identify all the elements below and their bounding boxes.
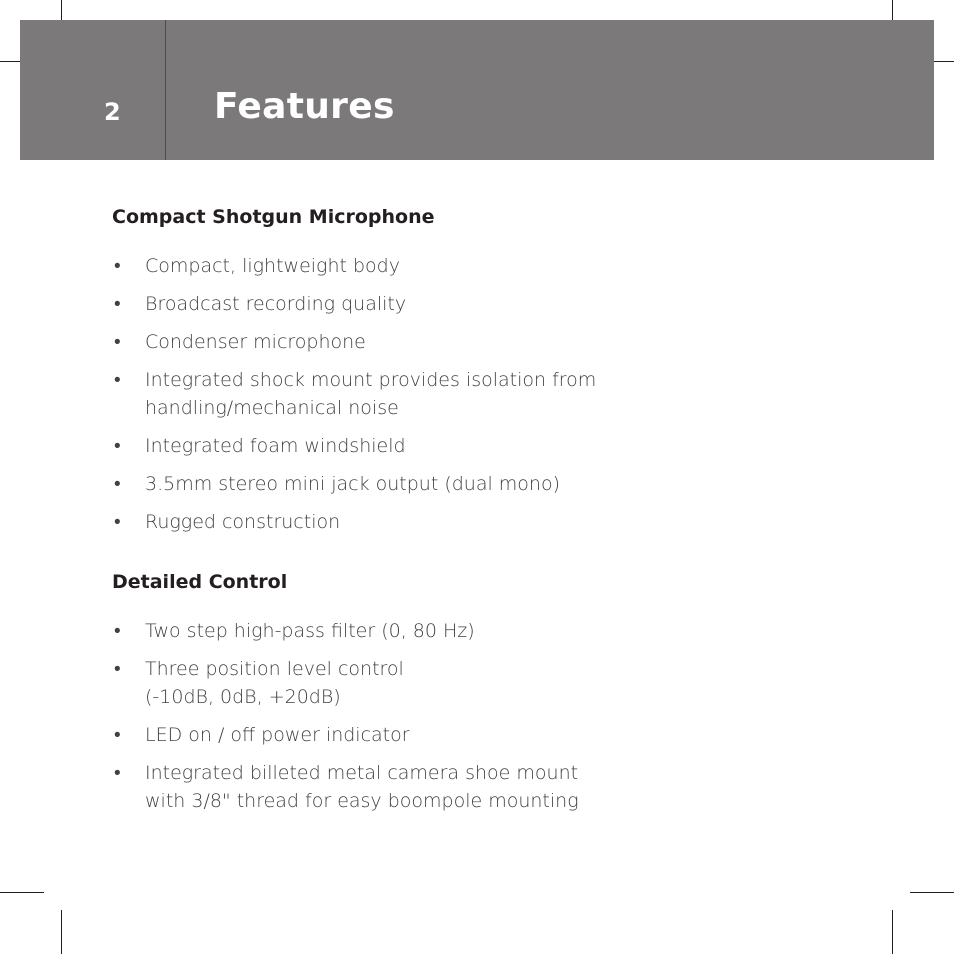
list-item [112,508,672,536]
list-item [112,617,672,645]
list-item-text: Integrated foam windshield [145,435,406,457]
bullet-icon: • [114,473,121,495]
crop-mark-bottom-right-horizontal [910,892,954,893]
bullet-icon: • [114,724,121,746]
section-heading: Compact Shotgun Microphone [112,206,435,228]
section-compact-shotgun-microphone [112,203,672,536]
crop-mark-bottom-left-horizontal [0,892,44,893]
list-item [112,252,672,280]
page-title: Features [214,86,395,127]
list-item [112,290,672,318]
bullet-icon: • [114,511,121,533]
list-item [112,366,672,422]
feature-list [112,252,672,536]
bullet-icon: • [114,435,121,457]
crop-mark-bottom-left-vertical [61,910,62,954]
section-detailed-control [112,568,672,815]
header-band [20,20,934,160]
bullet-icon: • [114,293,121,315]
list-item-text: Condenser microphone [145,331,366,353]
bullet-icon: • [114,620,121,642]
crop-mark-bottom-right-vertical [892,910,893,954]
page-number: 2 [104,98,121,126]
list-item-text: LED on / off power indicator [145,724,410,746]
bullet-icon: • [114,658,121,680]
list-item [112,655,672,711]
bullet-icon: • [114,369,121,391]
list-item [112,721,672,749]
bullet-icon: • [114,331,121,353]
header-divider [165,20,166,160]
features-content [112,203,672,825]
bullet-icon: • [114,762,121,784]
feature-list [112,617,672,815]
list-item-text: Integrated billeted metal camera shoe mount with 3/8" thread for easy boompole mounting [145,762,579,812]
list-item [112,328,672,356]
list-item-text: Integrated shock mount provides isolation from handling/mechanical noise [145,369,597,419]
list-item-text: Compact, lightweight body [145,255,400,277]
list-item [112,470,672,498]
bullet-icon: • [114,255,121,277]
section-heading: Detailed Control [112,571,288,593]
list-item-text: Two step high-pass filter (0, 80 Hz) [145,620,475,642]
list-item-text: Rugged construction [145,511,341,533]
list-item [112,432,672,460]
list-item-text: Broadcast recording quality [145,293,407,315]
list-item-text: Three position level control (-10dB, 0dB, +20dB) [145,658,404,708]
list-item-text: 3.5mm stereo mini jack output (dual mono) [145,473,561,495]
list-item [112,759,672,815]
